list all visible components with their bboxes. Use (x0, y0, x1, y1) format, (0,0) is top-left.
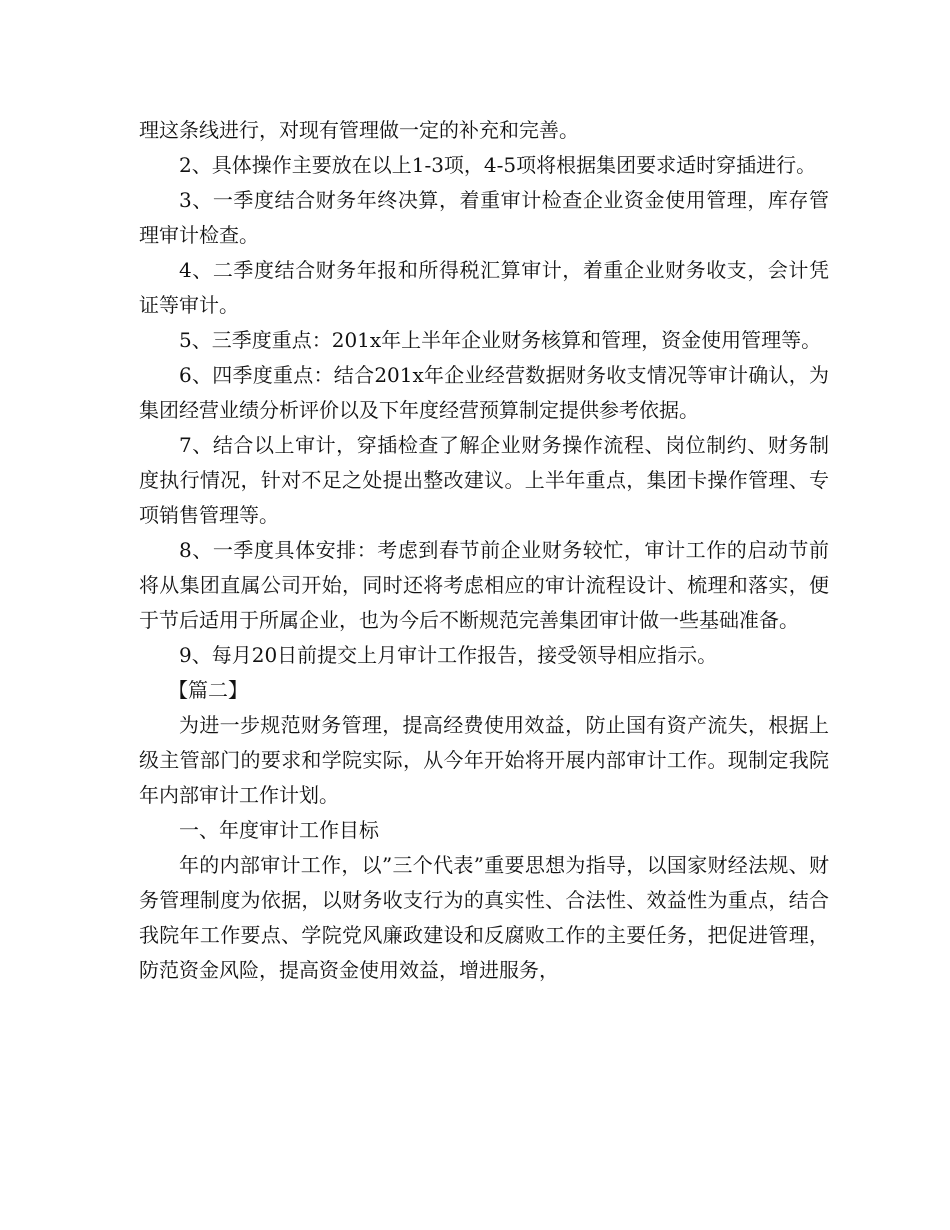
paragraph-item-2: 2、具体操作主要放在以上1-3项，4-5项将根据集团要求适时穿插进行。 (179, 153, 817, 177)
paragraph-continuation: 理这条线进行，对现有管理做一定的补充和完善。 (139, 118, 579, 142)
section-heading: 【篇二】 (168, 678, 248, 702)
paragraph-item-4: 4、二季度结合财务年报和所得税汇算审计，着重企业财务收支，会计凭证等审计。 (139, 258, 829, 317)
paragraph-item-6: 6、四季度重点：结合201x年企业经营数据财务收支情况等审计确认，为集团经营业绩分析评价以及下年度经营预算制定提供参考依据。 (139, 363, 829, 422)
paragraph-goals: 年的内部审计工作，以”三个代表”重要思想为指导，以国家财经法规、财务管理制度为依据，以财务收支行为的真实性、合法性、效益性为重点，结合我院年工作要点、学院党风廉政建设和反腐败工作的主要任务，把促进管理，防范资金风险，提高资金使用效益，增进服务， (139, 853, 829, 982)
paragraph-item-7: 7、结合以上审计，穿插检查了解企业财务操作流程、岗位制约、财务制度执行情况，针对不足之处提出整改建议。上半年重点，集团卡操作管理、专项销售管理等。 (139, 433, 829, 527)
document-body (139, 113, 829, 988)
paragraph-item-5: 5、三季度重点：201x年上半年企业财务核算和管理，资金使用管理等。 (179, 328, 822, 352)
subsection-heading: 一、年度审计工作目标 (179, 818, 379, 842)
paragraph-intro: 为进一步规范财务管理，提高经费使用效益，防止国有资产流失，根据上级主管部门的要求和学院实际，从今年开始将开展内部审计工作。现制定我院年内部审计工作计划。 (139, 713, 829, 807)
paragraph-item-9: 9、每月20日前提交上月审计工作报告，接受领导相应指示。 (179, 643, 718, 667)
paragraph-item-8: 8、一季度具体安排：考虑到春节前企业财务较忙，审计工作的启动节前将从集团直属公司开始，同时还将考虑相应的审计流程设计、梳理和落实，便于节后适用于所属企业，也为今后不断规范完善集团审计做一些基础准备。 (139, 538, 829, 632)
paragraph-item-3: 3、一季度结合财务年终决算，着重审计检查企业资金使用管理，库存管理审计检查。 (139, 188, 829, 247)
